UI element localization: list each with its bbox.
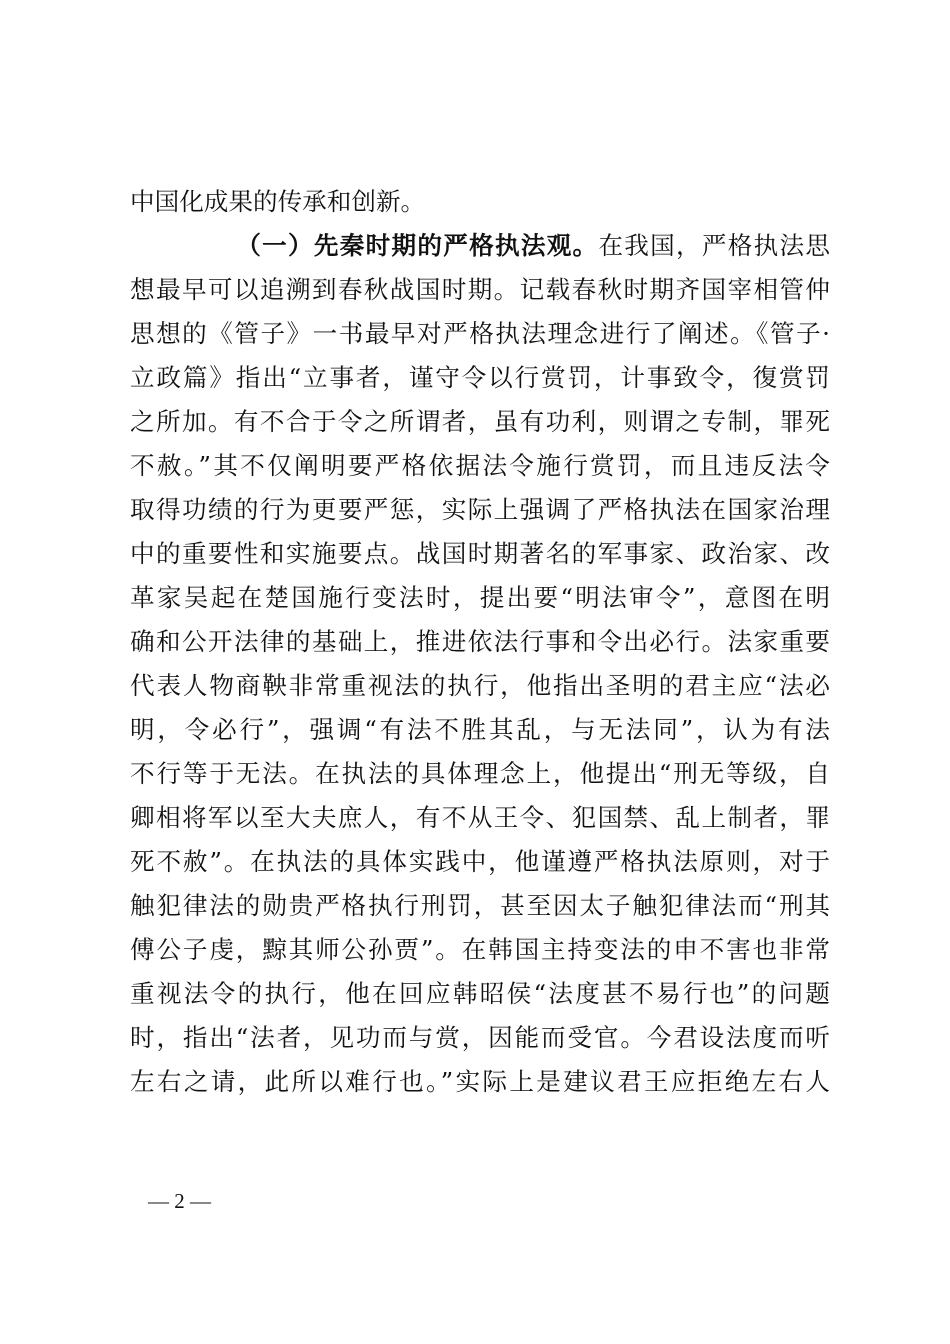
body-line: 卿相将军以至大夫庶人，有不从王令、犯国禁、乱上制者，罪 bbox=[130, 803, 830, 832]
body-line: 之所加。有不合于令之所谓者，虽有功利，则谓之专制，罪死 bbox=[130, 407, 830, 436]
body-line: 时，指出“法者，见功而与赏，因能而受官。今君设法度而听 bbox=[130, 1023, 830, 1052]
body-line: 中的重要性和实施要点。战国时期著名的军事家、政治家、改 bbox=[130, 539, 830, 568]
body-line: 重视法令的执行，他在回应韩昭侯“法度甚不易行也”的问题 bbox=[130, 979, 830, 1008]
body-line: 革家吴起在楚国施行变法时，提出要“明法审令”，意图在明 bbox=[130, 583, 830, 612]
body-line: 触犯律法的勋贵严格执行刑罚，甚至因太子触犯律法而“刑其 bbox=[130, 891, 830, 920]
body-line: 想最早可以追溯到春秋战国时期。记载春秋时期齐国宰相管仲 bbox=[130, 275, 830, 304]
body-line: 不行等于无法。在执法的具体理念上，他提出“刑无等级，自 bbox=[130, 759, 830, 788]
body-text bbox=[130, 184, 830, 1108]
section-first-line-text: 在我国，严格执法思 bbox=[598, 231, 830, 260]
body-line: 明，令必行”，强调“有法不胜其乱，与无法同”，认为有法 bbox=[130, 715, 830, 744]
body-line: 思想的《管子》一书最早对严格执法理念进行了阐述。《管子· bbox=[130, 319, 830, 348]
body-line: 左右之请，此所以难行也。”实际上是建议君王应拒绝左右人 bbox=[130, 1067, 830, 1096]
intro-line: 中国化成果的传承和创新。 bbox=[130, 187, 426, 216]
section-heading: （一）先秦时期的严格执法观。 bbox=[235, 231, 599, 260]
body-line: 取得功绩的行为更要严惩，实际上强调了严格执法在国家治理 bbox=[130, 495, 830, 524]
page-number: — 2 — bbox=[148, 1189, 211, 1213]
body-line: 代表人物商鞅非常重视法的执行，他指出圣明的君主应“法必 bbox=[130, 671, 830, 700]
body-line: 立政篇》指出“立事者，谨守令以行赏罚，计事致令，復赏罚 bbox=[130, 363, 830, 392]
body-line: 确和公开法律的基础上，推进依法行事和令出必行。法家重要 bbox=[130, 627, 830, 656]
body-line: 不赦。”其不仅阐明要严格依据法令施行赏罚，而且违反法令 bbox=[130, 451, 830, 480]
body-line: 傅公子虔，黥其师公孙贾”。在韩国主持变法的申不害也非常 bbox=[130, 935, 830, 964]
section-first-line bbox=[130, 228, 830, 272]
body-line: 死不赦”。在执法的具体实践中，他谨遵严格执法原则，对于 bbox=[130, 847, 830, 876]
